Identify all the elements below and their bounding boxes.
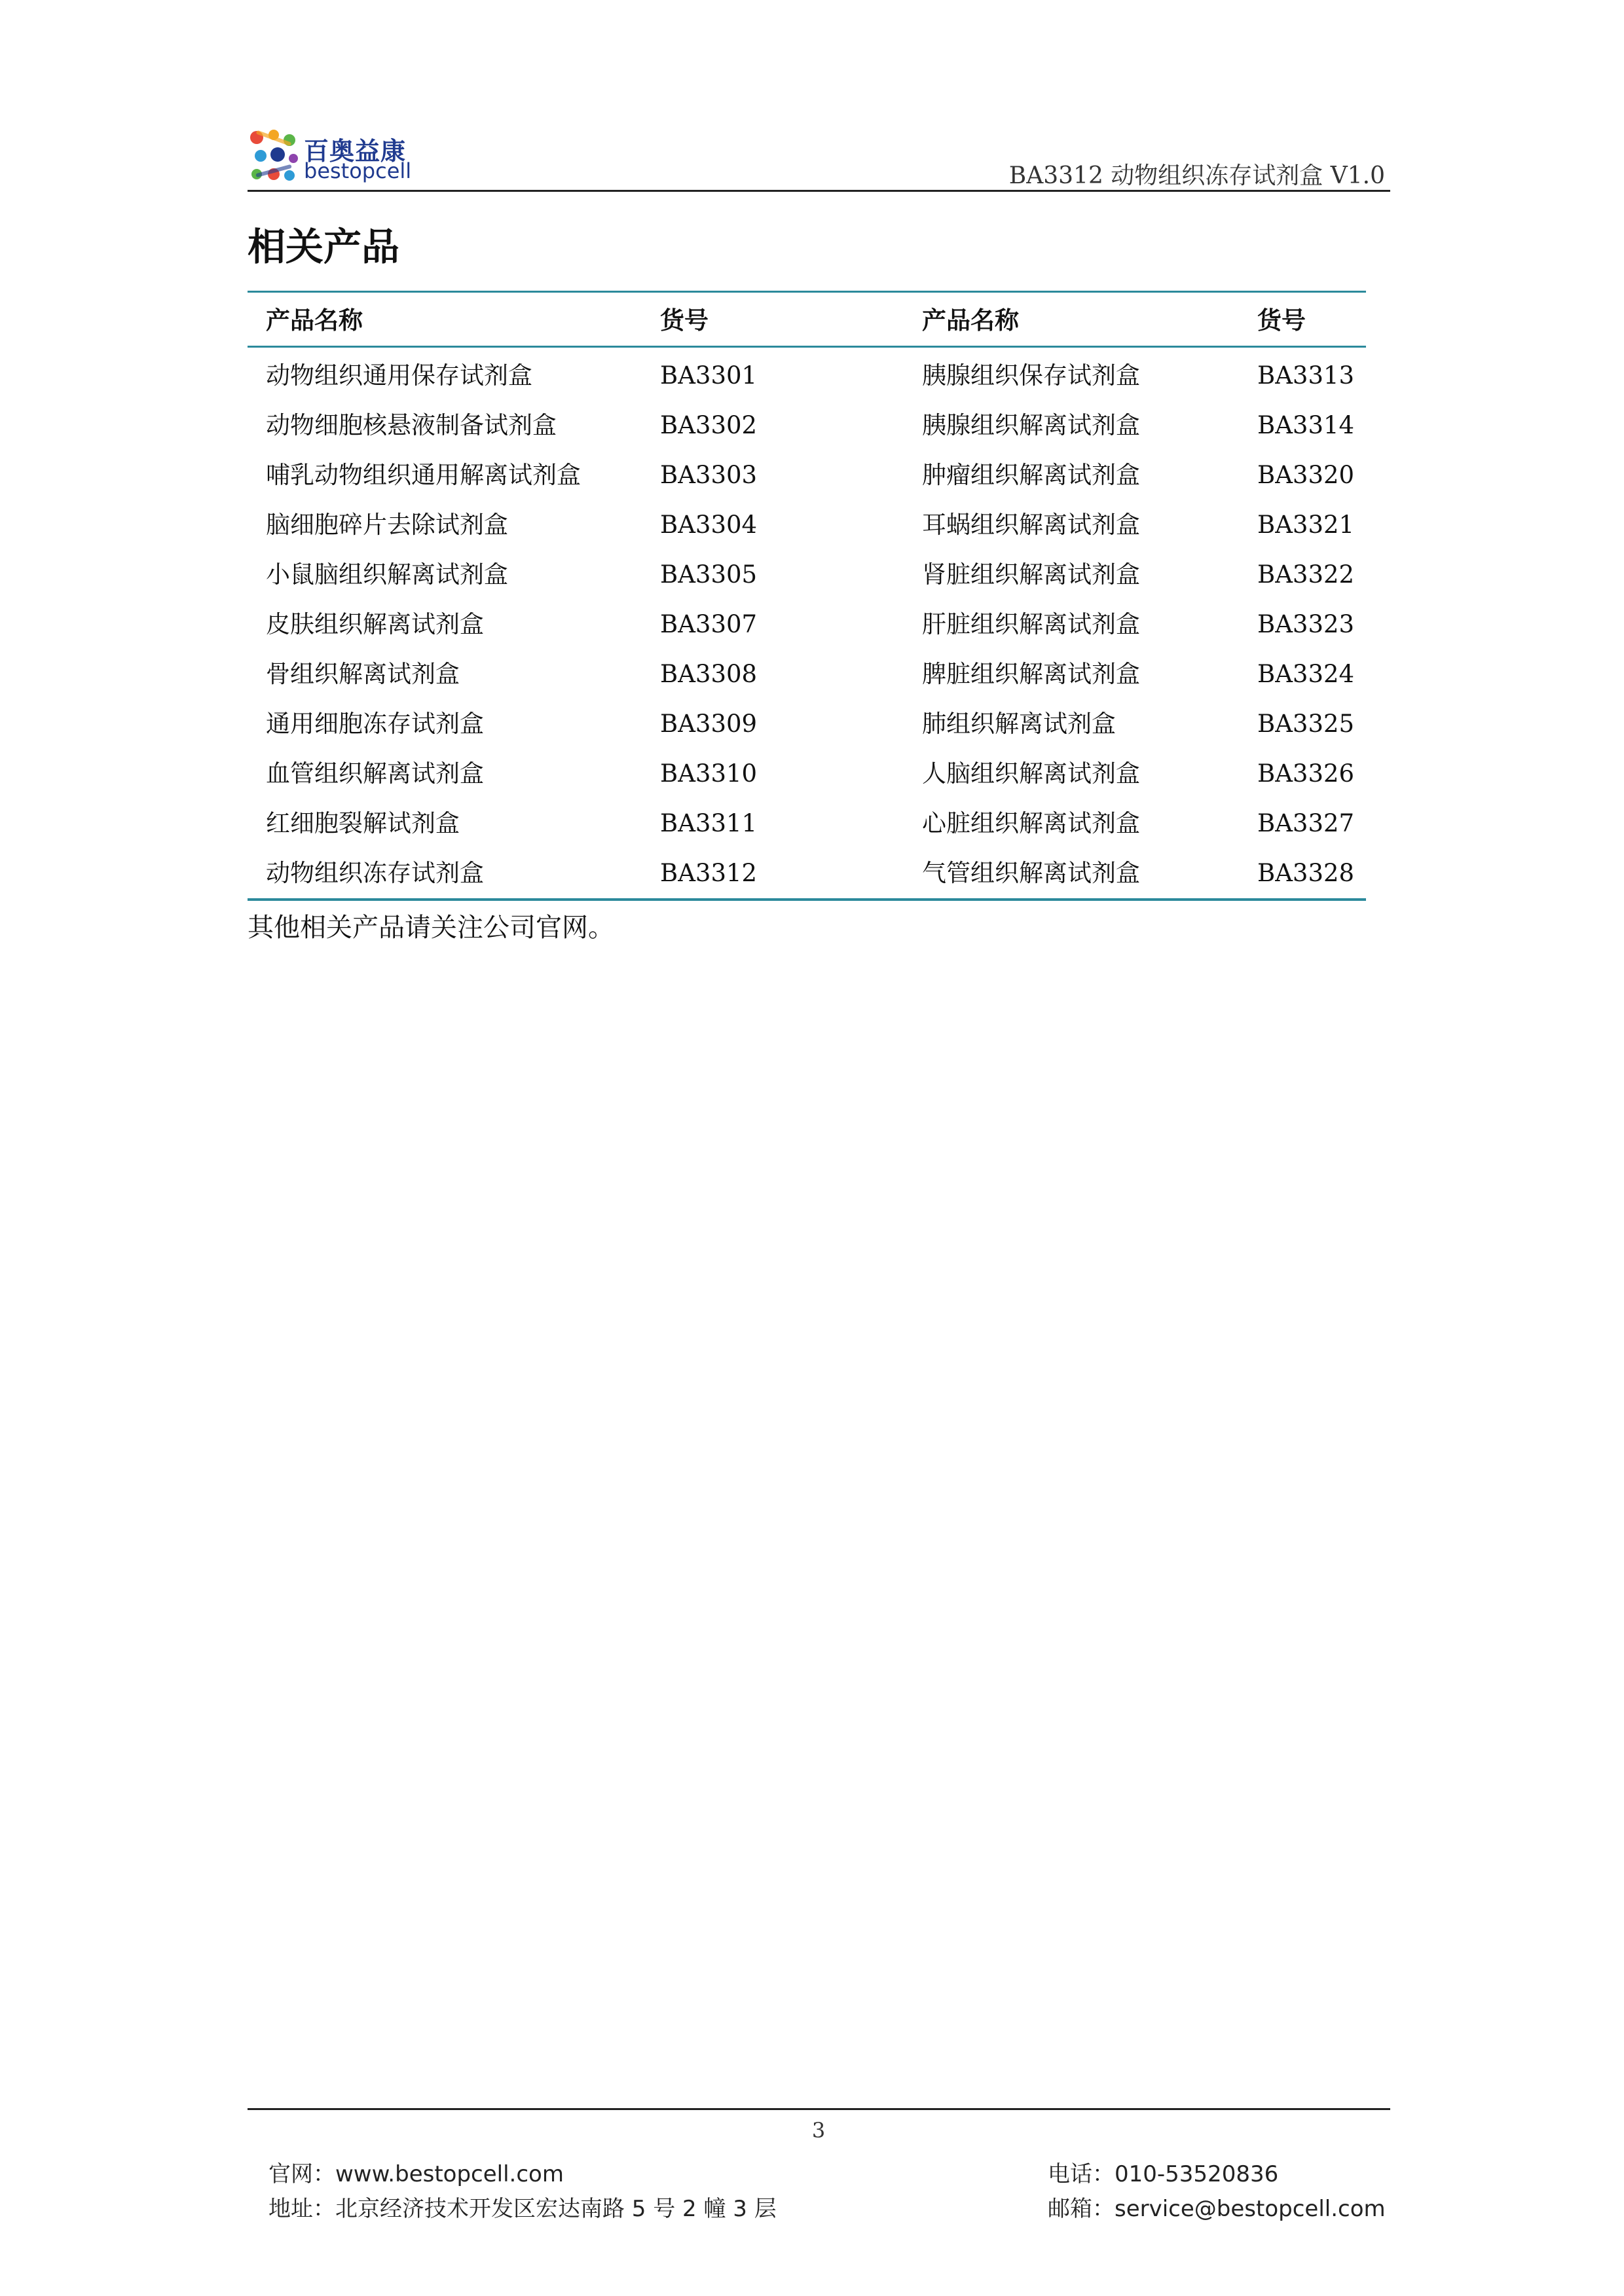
product-name: 动物细胞核悬液制备试剂盒 — [266, 411, 557, 439]
table-bottom-rule — [248, 898, 1366, 901]
catalog-number: BA3304 — [660, 511, 758, 539]
footer-website[interactable]: 官网：www.bestopcell.com — [268, 2161, 564, 2187]
catalog-number: BA3307 — [660, 610, 758, 638]
product-name: 血管组织解离试剂盒 — [266, 759, 484, 788]
company-logo — [248, 128, 411, 185]
page-number: 3 — [811, 2118, 826, 2143]
catalog-number: BA3324 — [1257, 660, 1355, 688]
header-divider — [248, 190, 1390, 192]
product-name: 肺组织解离试剂盒 — [922, 710, 1116, 738]
product-name: 人脑组织解离试剂盒 — [922, 759, 1140, 788]
product-name: 胰腺组织解离试剂盒 — [922, 411, 1140, 439]
catalog-number: BA3312 — [660, 859, 758, 887]
catalog-number: BA3320 — [1257, 461, 1355, 489]
table-row — [248, 351, 1366, 401]
table-row — [248, 450, 1366, 500]
document-title: BA3312 动物组织冻存试剂盒 V1.0 — [1008, 162, 1385, 189]
product-name: 小鼠脑组织解离试剂盒 — [266, 560, 508, 589]
brand-name-en: bestopcell — [304, 158, 412, 183]
brand-name-cn: 百奥益康 — [304, 137, 407, 166]
product-name: 哺乳动物组织通用解离试剂盒 — [266, 461, 581, 489]
table-row — [248, 848, 1366, 898]
product-name: 肿瘤组织解离试剂盒 — [922, 461, 1140, 489]
related-products-note: 其他相关产品请关注公司官网。 — [248, 913, 614, 943]
header-catalog-no: 货号 — [1257, 306, 1306, 335]
footer-address: 地址：北京经济技术开发区宏达南路 5 号 2 幢 3 层 — [268, 2196, 777, 2222]
table-row — [248, 799, 1366, 848]
catalog-number: BA3326 — [1257, 759, 1355, 788]
product-name: 胰腺组织保存试剂盒 — [922, 361, 1140, 390]
footer-divider — [248, 2108, 1390, 2110]
product-name: 动物组织冻存试剂盒 — [266, 859, 484, 887]
catalog-number: BA3314 — [1257, 411, 1355, 439]
product-name: 肾脏组织解离试剂盒 — [922, 560, 1140, 589]
table-row — [248, 600, 1366, 649]
footer-phone: 电话：010-53520836 — [1048, 2161, 1279, 2187]
catalog-number: BA3305 — [660, 560, 758, 589]
table-header-row — [248, 296, 1366, 346]
product-name: 红细胞裂解试剂盒 — [266, 809, 460, 837]
catalog-number: BA3327 — [1257, 809, 1355, 837]
catalog-number: BA3311 — [660, 809, 758, 837]
section-title: 相关产品 — [248, 225, 400, 269]
product-name: 通用细胞冻存试剂盒 — [266, 710, 484, 738]
catalog-number: BA3309 — [660, 710, 758, 738]
catalog-number: BA3328 — [1257, 859, 1355, 887]
header-product-name: 产品名称 — [266, 306, 363, 335]
table-row — [248, 500, 1366, 550]
catalog-number: BA3308 — [660, 660, 758, 688]
catalog-number: BA3322 — [1257, 560, 1355, 589]
product-name: 耳蜗组织解离试剂盒 — [922, 511, 1140, 539]
product-name: 脑细胞碎片去除试剂盒 — [266, 511, 508, 539]
catalog-number: BA3302 — [660, 411, 758, 439]
product-name: 骨组织解离试剂盒 — [266, 660, 460, 688]
product-name: 皮肤组织解离试剂盒 — [266, 610, 484, 638]
header-product-name: 产品名称 — [922, 306, 1019, 335]
catalog-number: BA3310 — [660, 759, 758, 788]
table-header-rule — [248, 346, 1366, 348]
logo-mark-icon — [248, 128, 300, 185]
product-name: 心脏组织解离试剂盒 — [922, 809, 1140, 837]
product-name: 脾脏组织解离试剂盒 — [922, 660, 1140, 688]
product-name: 动物组织通用保存试剂盒 — [266, 361, 532, 390]
product-name: 肝脏组织解离试剂盒 — [922, 610, 1140, 638]
product-name: 气管组织解离试剂盒 — [922, 859, 1140, 887]
table-row — [248, 550, 1366, 600]
table-row — [248, 749, 1366, 799]
table-top-rule — [248, 291, 1366, 293]
footer-email[interactable]: 邮箱：service@bestopcell.com — [1048, 2196, 1386, 2222]
table-row — [248, 401, 1366, 450]
table-row — [248, 649, 1366, 699]
catalog-number: BA3301 — [660, 361, 758, 390]
table-row — [248, 699, 1366, 749]
catalog-number: BA3313 — [1257, 361, 1355, 390]
catalog-number: BA3303 — [660, 461, 758, 489]
catalog-number: BA3323 — [1257, 610, 1355, 638]
header-catalog-no: 货号 — [660, 306, 709, 335]
catalog-number: BA3325 — [1257, 710, 1355, 738]
catalog-number: BA3321 — [1257, 511, 1355, 539]
